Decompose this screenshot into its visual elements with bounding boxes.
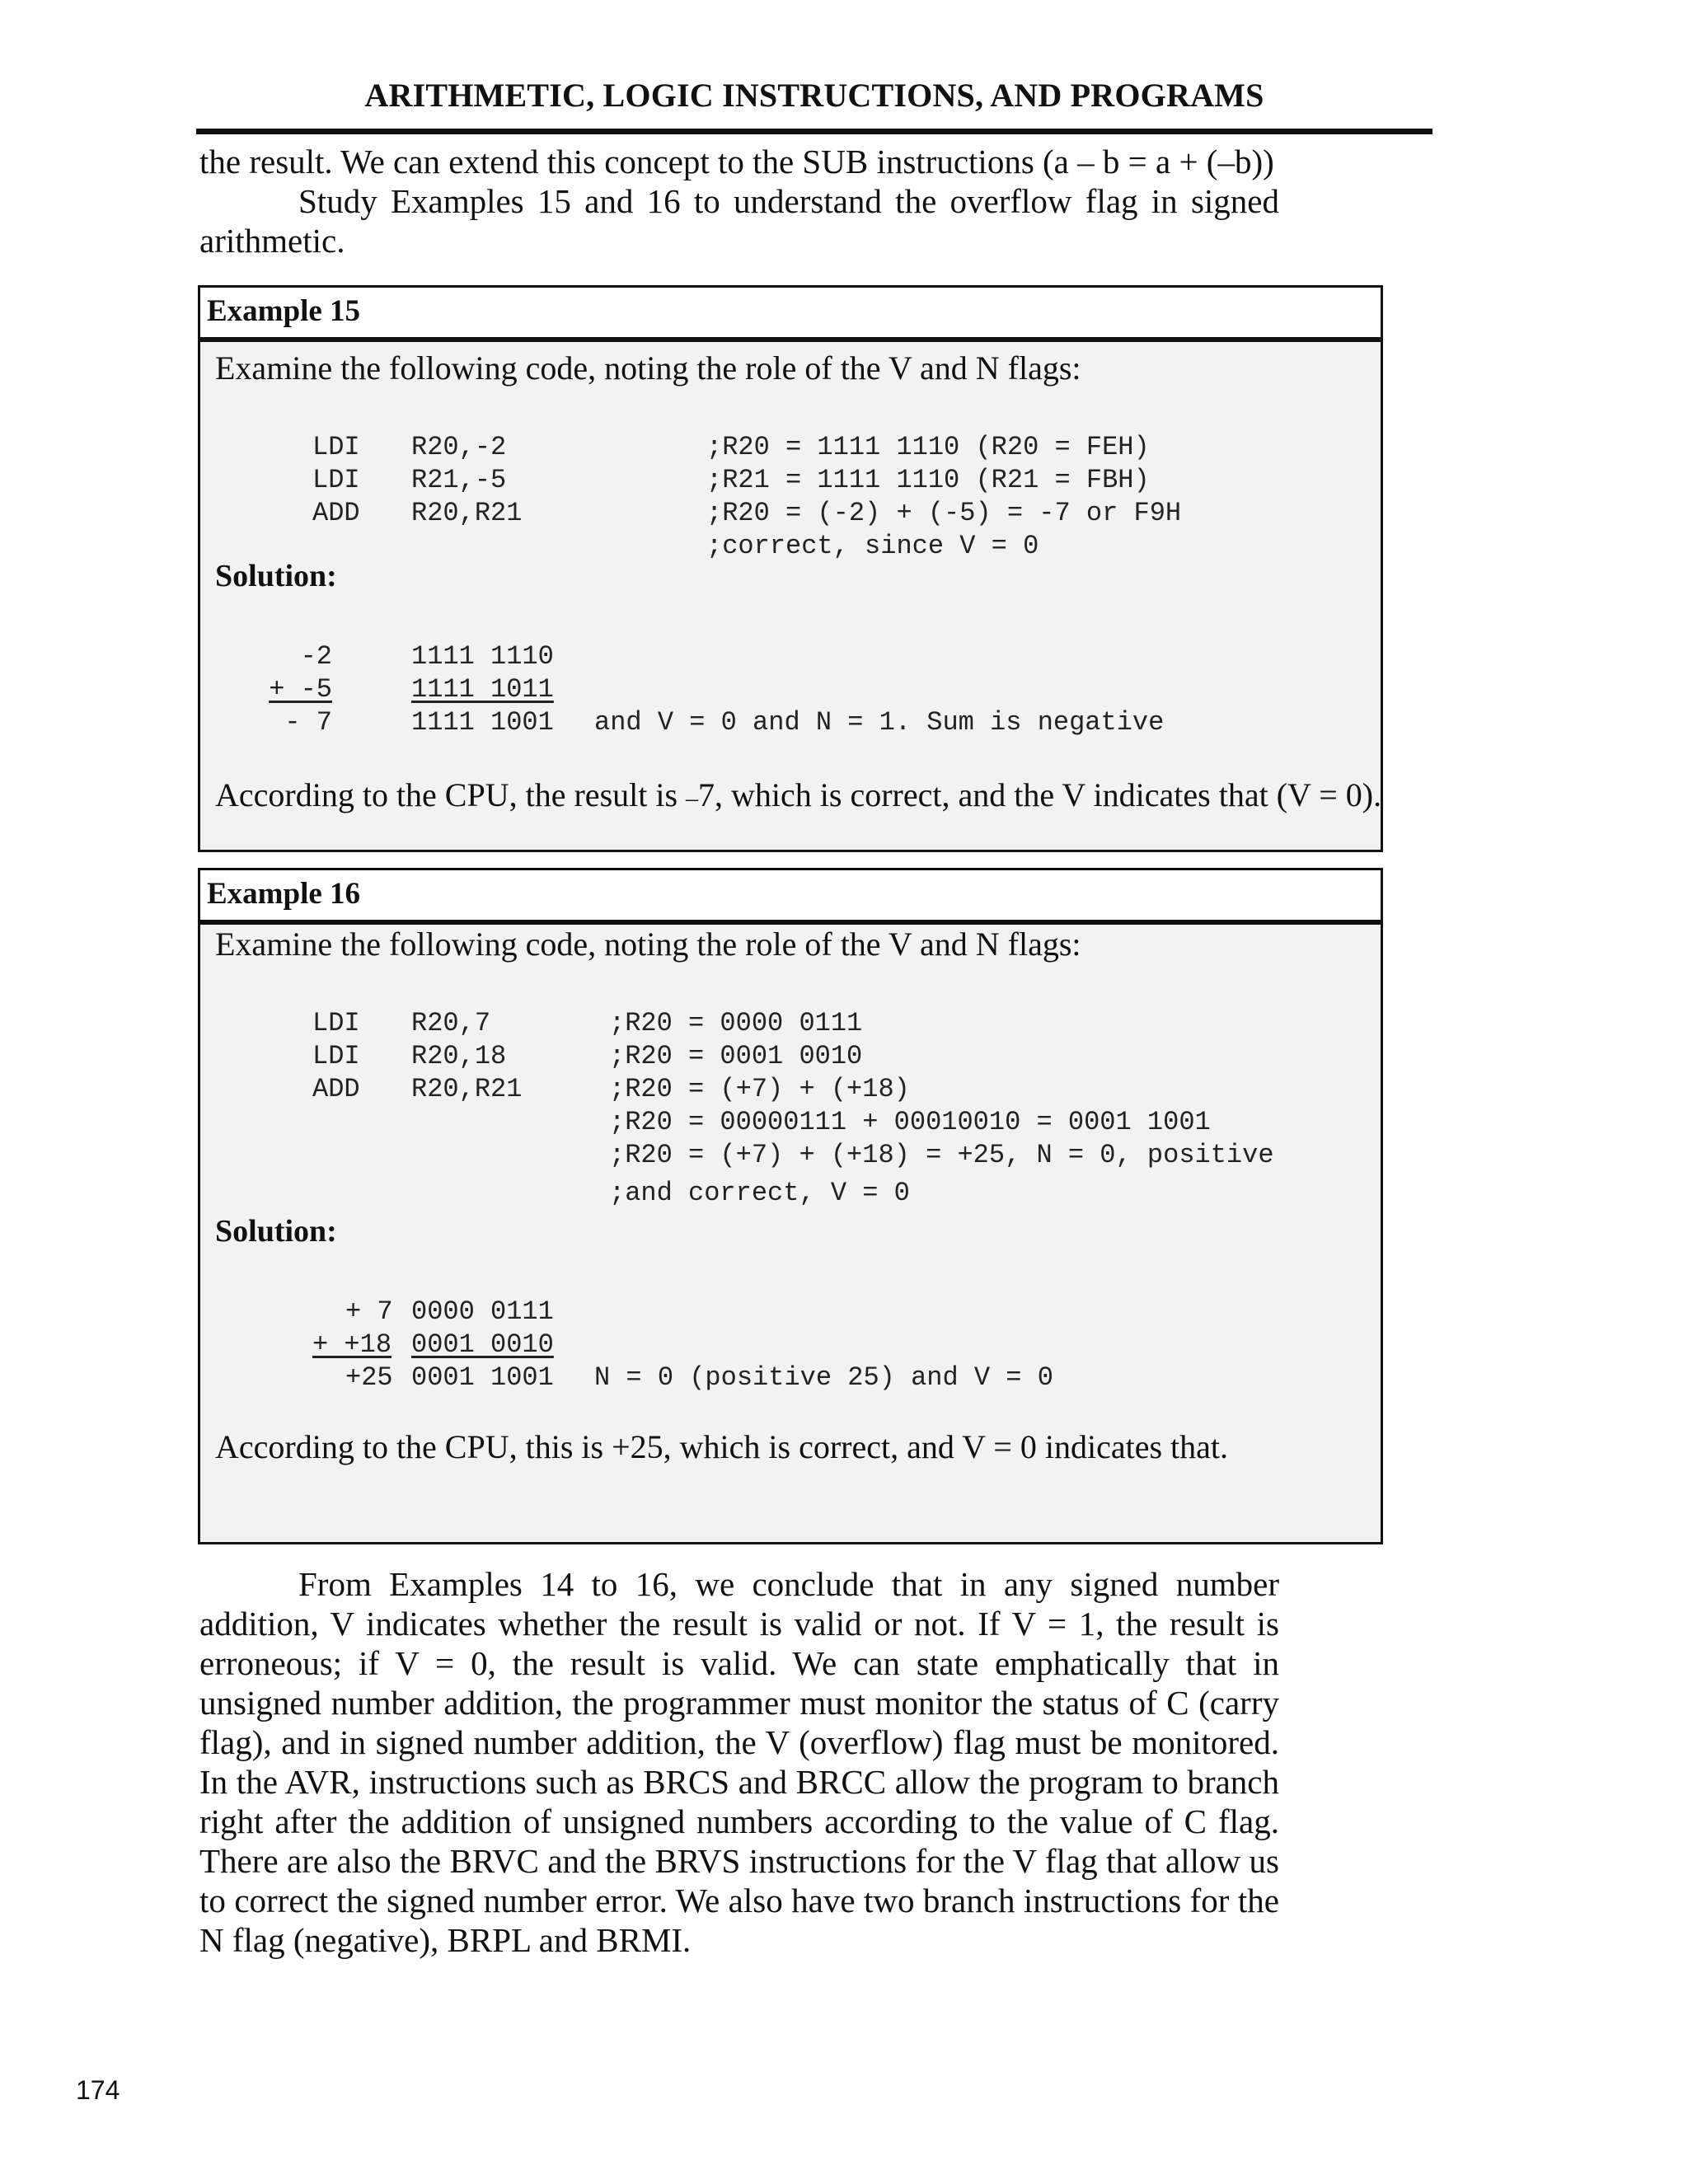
calc-bin: 1111 1011 (411, 674, 554, 705)
code-op: LDI (312, 465, 360, 495)
code-op: ADD (312, 498, 360, 528)
code-comments (609, 1007, 1274, 1172)
code-args: R20,R21 (411, 498, 523, 528)
running-header: ARITHMETIC, LOGIC INSTRUCTIONS, AND PROGRAMS (196, 71, 1432, 134)
calc-bin: 0000 0111 (411, 1296, 554, 1327)
code-args: R21,-5 (411, 465, 507, 495)
code-op: ADD (312, 1074, 360, 1104)
code-comment: ;R20 = 0000 0111 (609, 1008, 863, 1038)
solution-label: Solution: (215, 1214, 337, 1249)
code-comment: ;R21 = 1111 1110 (R21 = FBH) (706, 465, 1150, 495)
calc-note: and V = 0 and N = 1. Sum is negative (594, 707, 1165, 738)
example-15-box (198, 285, 1383, 852)
calc-bin: 0001 0010 (411, 1329, 554, 1360)
calc-numbers (312, 1296, 393, 1394)
calc-num: - 7 (284, 707, 332, 738)
calc-numbers (250, 640, 332, 739)
calc-bin: 1111 1110 (411, 641, 554, 672)
calc-bin: 1111 1001 (411, 707, 554, 738)
example-conclusion: According to the CPU, the result is –7, which is correct, and the V indicates that (V = 0). (215, 776, 1382, 813)
example-title: Example 15 (200, 288, 1381, 342)
example-prompt: Examine the following code, noting the role of the V and N flags: (215, 926, 1081, 963)
example-title: Example 16 (200, 870, 1381, 925)
calc-bin: 0001 1001 (411, 1362, 554, 1393)
code-comment: ;R20 = 00000111 + 00010010 = 0001 1001 (609, 1107, 1211, 1137)
code-operands (411, 431, 522, 530)
calc-num: + +18 (312, 1329, 392, 1360)
closing-paragraph: From Examples 14 to 16, we conclude that in any signed number addition, V indicates whether the result is valid or not. If V = 1, the result is erroneous; if V = 0, the result is valid. We can state emphatically that in unsigned number addition, the programmer must monitor the status of C (carry flag), and in signed number addition, the V (overflow) flag must be monitored. In the AVR, instructions such as BRCS and BRCC allow the program to branch right after the addition of unsigned numbers according to the value of C flag. There are also the BRVC and the BRVS instructions for the V flag that allow us to correct the signed number error. We also have two branch instructions for the N flag (negative), BRPL and BRMI. (199, 1565, 1279, 1959)
closing-text (199, 1564, 1279, 1960)
code-comments (706, 431, 1181, 563)
calc-num: +25 (345, 1362, 393, 1393)
code-args: R20,R21 (411, 1074, 523, 1104)
code-comment: ;R20 = 0001 0010 (609, 1041, 863, 1071)
intro-text (199, 142, 1279, 260)
example-prompt: Examine the following code, noting the role of the V and N flags: (215, 349, 1081, 387)
code-comment: ;R20 = (-2) + (-5) = -7 or F9H (706, 498, 1182, 528)
code-op: LDI (312, 432, 360, 462)
example-16-box (198, 868, 1383, 1544)
code-opcodes (312, 431, 360, 530)
calc-note: N = 0 (positive 25) and V = 0 (594, 1362, 1053, 1393)
intro-paragraph: Study Examples 15 and 16 to understand the overflow flag in signed arithmetic. (199, 182, 1279, 260)
example-conclusion: According to the CPU, this is +25, which is correct, and V = 0 indicates that. (215, 1428, 1229, 1465)
code-op: LDI (312, 1041, 360, 1071)
calc-num: + 7 (345, 1296, 393, 1327)
code-comment: ;R20 = (+7) + (+18) = +25, N = 0, positive (609, 1140, 1274, 1170)
solution-label: Solution: (215, 559, 337, 593)
calc-binary (411, 1296, 554, 1394)
calc-binary (411, 640, 554, 739)
code-args: R20,18 (411, 1041, 507, 1071)
page-number: 174 (76, 2075, 120, 2105)
code-comment: ;R20 = 1111 1110 (R20 = FEH) (706, 432, 1150, 462)
code-args: R20,-2 (411, 432, 507, 462)
code-comment: ;R20 = (+7) + (+18) (609, 1074, 910, 1104)
intro-line: the result. We can extend this concept to the SUB instructions (a – b = a + (–b)) (199, 143, 1274, 180)
code-op: LDI (312, 1008, 360, 1038)
code-operands (411, 1007, 522, 1106)
code-comment: ;and correct, V = 0 (609, 1178, 910, 1208)
calc-num: + -5 (269, 674, 332, 705)
calc-num: -2 (300, 641, 332, 672)
code-opcodes (312, 1007, 360, 1106)
code-comment: ;correct, since V = 0 (706, 531, 1039, 561)
code-args: R20,7 (411, 1008, 491, 1038)
